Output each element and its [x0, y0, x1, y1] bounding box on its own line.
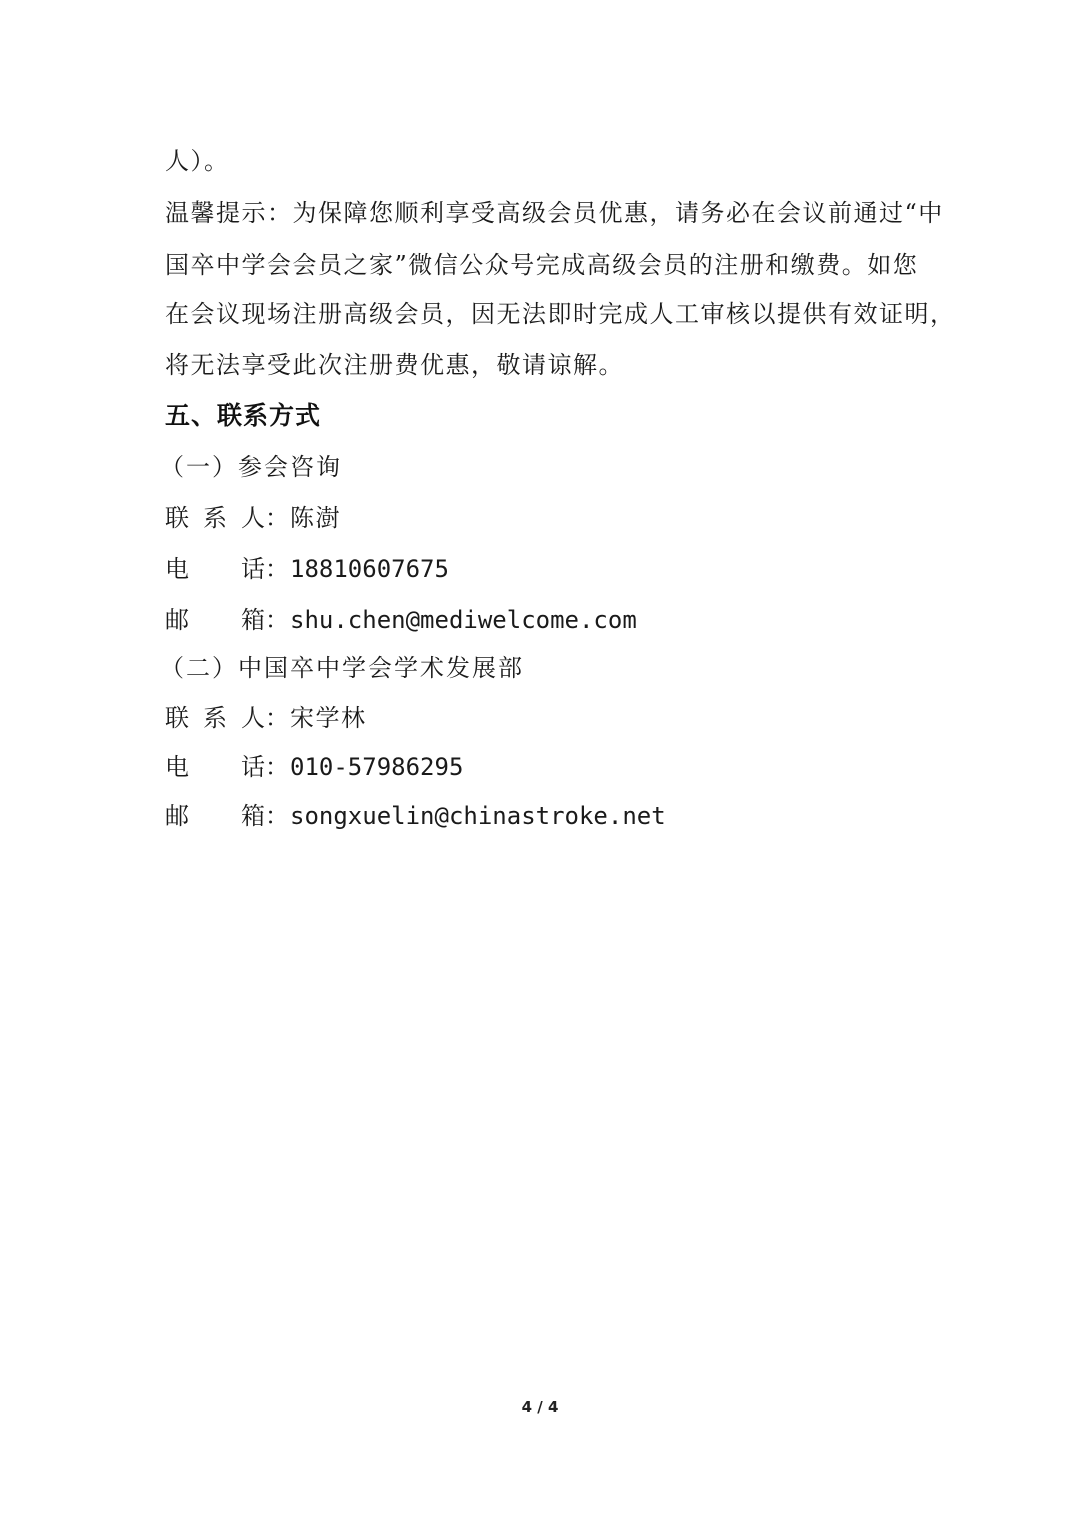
contact-1-email[interactable]: shu.chen@mediwelcome.com	[290, 606, 637, 634]
notice-line-2: 国卒中学会会员之家”微信公众号完成高级会员的注册和缴费。如您	[165, 251, 919, 279]
contact-1-title: （一）参会咨询	[160, 453, 342, 481]
contact-2-phone: 010-57986295	[290, 753, 464, 781]
contact-2-email-row	[165, 801, 666, 831]
contact-1-person-row	[165, 503, 341, 533]
contact-1-email-row	[165, 605, 637, 635]
notice-line-4: 将无法享受此次注册费优惠，敬请谅解。	[165, 351, 624, 379]
paragraph-continuation: 人）。	[165, 147, 230, 175]
contact-1-phone: 18810607675	[290, 555, 449, 583]
email-label: 邮 箱：	[165, 606, 289, 634]
contact-2-person: 宋学林	[290, 704, 367, 732]
contact-2-title: （二）中国卒中学会学术发展部	[160, 654, 524, 682]
contact-person-label: 联 系 人：	[165, 704, 289, 732]
contact-1-phone-row	[165, 554, 449, 584]
contact-2-phone-row	[165, 752, 463, 782]
notice-line-3: 在会议现场注册高级会员，因无法即时完成人工审核以提供有效证明，	[165, 300, 956, 328]
contact-1-person: 陈澍	[290, 504, 341, 532]
contact-2-person-row	[165, 703, 367, 733]
contact-person-label: 联 系 人：	[165, 504, 289, 532]
section-heading: 五、联系方式	[165, 401, 322, 430]
notice-line-1: 温馨提示：为保障您顺利享受高级会员优惠，请务必在会议前通过“中	[165, 199, 944, 227]
phone-label: 电 话：	[165, 753, 289, 781]
phone-label: 电 话：	[165, 555, 289, 583]
email-label: 邮 箱：	[165, 802, 289, 830]
page-number: 4 / 4	[521, 1398, 559, 1416]
contact-2-email[interactable]: songxuelin@chinastroke.net	[290, 802, 666, 830]
